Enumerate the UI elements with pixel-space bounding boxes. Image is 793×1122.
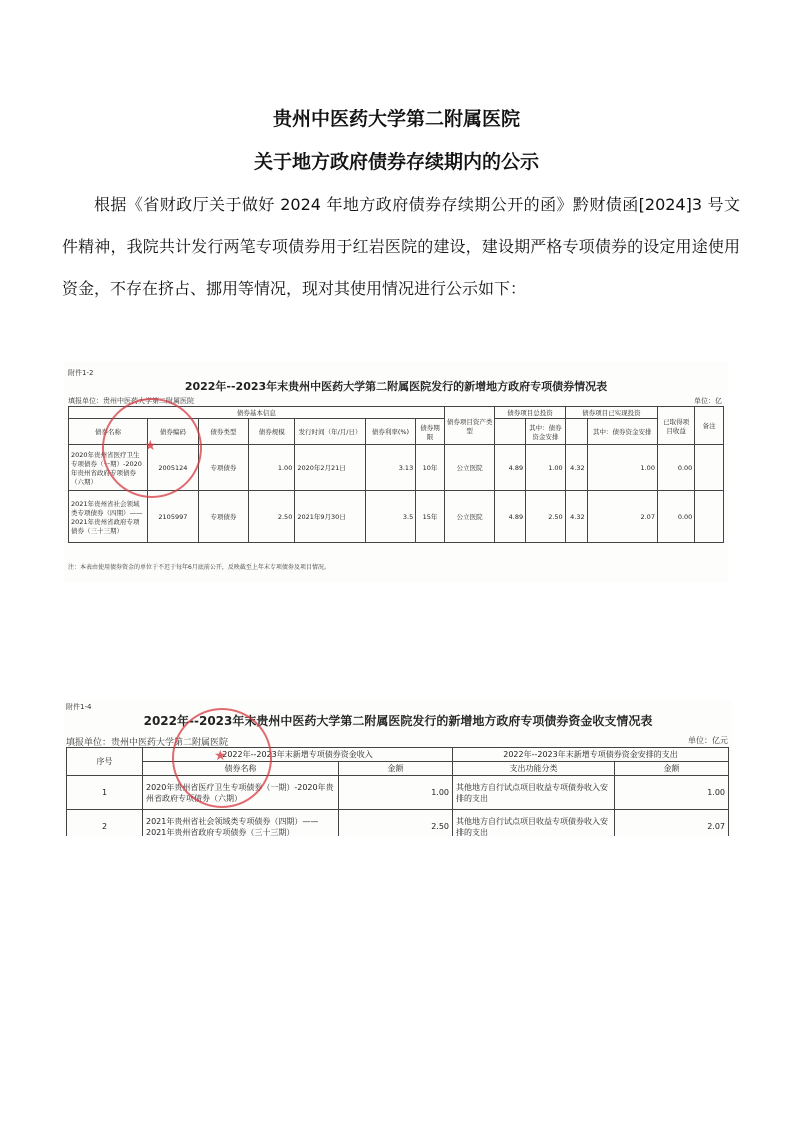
header-seq: 序号 <box>67 748 143 776</box>
cell-expense: 1.00 <box>615 776 729 810</box>
table2-unit: 单位：亿元 <box>688 736 728 745</box>
cell-total: 4.89 <box>495 491 526 543</box>
table1-title: 2022年--2023年末贵州中医药大学第二附属医院发行的新增地方政府专项债券情况表 <box>184 380 608 393</box>
cell-scale: 1.00 <box>249 445 295 491</box>
table1-filler: 填报单位：贵州中医药大学第二附属医院 <box>68 397 194 405</box>
header-income-group: 2022年--2023年末新增专项债券资金收入 <box>143 748 453 762</box>
cell-remark <box>695 445 724 491</box>
header-realized-sub: 其中：债券资金安排 <box>587 419 657 445</box>
cell-class: 其他地方自行试点项目收益专项债券收入安排的支出 <box>453 810 615 837</box>
cell-remark <box>695 491 724 543</box>
table2-filler: 填报单位：贵州中医药大学第二附属医院 <box>66 738 229 748</box>
cell-total-bond: 1.00 <box>526 445 566 491</box>
cell-date: 2020年2月21日 <box>295 445 365 491</box>
header-realized-investment: 债券项目已实现投资 <box>565 407 657 419</box>
cell-realized: 4.32 <box>565 445 587 491</box>
cell-seq: 2 <box>67 810 143 837</box>
cell-repaid: 0.00 <box>657 445 694 491</box>
seal-star-icon: ★ <box>144 438 157 454</box>
table-row <box>69 445 724 491</box>
cell-type: 专项债券 <box>198 445 249 491</box>
cell-asset: 公立医院 <box>444 491 495 543</box>
header-term: 债券期限 <box>416 419 445 445</box>
header-bond-name: 债券名称 <box>69 419 148 445</box>
cell-seq: 1 <box>67 776 143 810</box>
cell-name: 2021年贵州省社会领域类专项债券（四期）——2021年贵州省政府专项债券（三十三期） <box>143 810 339 837</box>
document-subtitle: 关于地方政府债券存续期内的公示 <box>253 151 539 173</box>
body-paragraph: 根据《省财政厅关于做好 2024 年地方政府债券存续期公开的函》黔财债函[2024]3 号文件精神，我院共计发行两笔专项债券用于红岩医院的建设，建设期严格专项债券的设定用途使用资金，不存在挤占、挪用等情况，现对其使用情况进行公示如下： <box>62 195 740 298</box>
header-total-sub: 其中：债券资金安排 <box>526 419 566 445</box>
cell-name: 2021年贵州省社会领域类专项债券（四期）——2021年贵州省政府专项债券（三十三期） <box>69 491 148 543</box>
table2-tag: 附件1-4 <box>66 703 92 711</box>
table-row <box>67 810 729 837</box>
document-title: 贵州中医药大学第二附属医院 <box>272 108 520 130</box>
header-expense-class: 支出功能分类 <box>453 762 615 776</box>
cell-rate: 3.5 <box>365 491 416 543</box>
cell-scale: 2.50 <box>249 491 295 543</box>
header-remark: 备注 <box>695 407 724 445</box>
cell-code: 2005124 <box>148 445 199 491</box>
table-row <box>69 491 724 543</box>
cell-amount: 2.50 <box>339 810 453 837</box>
cell-rate: 3.13 <box>365 445 416 491</box>
cell-realized-bond: 2.07 <box>587 491 657 543</box>
header-income-name: 债券名称 <box>143 762 339 776</box>
table1-tag: 附件1-2 <box>68 369 94 377</box>
header-asset-type: 债券项目资产类型 <box>444 407 495 445</box>
scanned-table-2 <box>64 700 732 836</box>
cell-type: 专项债券 <box>198 491 249 543</box>
cell-class: 其他地方自行试点项目收益专项债券收入安排的支出 <box>453 776 615 810</box>
cell-expense: 2.07 <box>615 810 729 837</box>
scanned-table-1 <box>64 362 728 582</box>
cell-name: 2020年贵州省医疗卫生专项债券（一期）-2020年贵州省政府专项债券（六期） <box>143 776 339 810</box>
cell-realized-bond: 1.00 <box>587 445 657 491</box>
header-basic-info: 债券基本信息 <box>69 407 445 419</box>
header-income-amount: 金额 <box>339 762 453 776</box>
header-expense-group: 2022年--2023年末新增专项债券资金安排的支出 <box>453 748 729 762</box>
table1-note: 注：本表由使用债券资金的单位于不迟于每年6月底前公开，反映截至上年末专项债券及项目情况。 <box>68 564 330 571</box>
cell-term: 10年 <box>416 445 445 491</box>
header-expense-amount: 金额 <box>615 762 729 776</box>
bond-fund-table <box>66 747 729 836</box>
header-realized-blank <box>565 419 587 445</box>
table1-unit: 单位：亿 <box>694 397 722 405</box>
table2-title: 2022年--2023年末贵州中医药大学第二附属医院发行的新增地方政府专项债券资金收支情况表 <box>143 714 653 728</box>
cell-total: 4.89 <box>495 445 526 491</box>
header-bond-scale: 债券规模 <box>249 419 295 445</box>
table-row <box>67 776 729 810</box>
cell-code: 2105997 <box>148 491 199 543</box>
cell-term: 15年 <box>416 491 445 543</box>
cell-total-bond: 2.50 <box>526 491 566 543</box>
cell-asset: 公立医院 <box>444 445 495 491</box>
header-rate: 债券利率(%) <box>365 419 416 445</box>
header-bond-code: 债券编码 <box>148 419 199 445</box>
cell-date: 2021年9月30日 <box>295 491 365 543</box>
header-total-blank <box>495 419 526 445</box>
header-bond-type: 债券类型 <box>198 419 249 445</box>
cell-realized: 4.32 <box>565 491 587 543</box>
header-repaid: 已取得项目收益 <box>657 407 694 445</box>
header-issue-date: 发行时间（年/月/日） <box>295 419 365 445</box>
cell-name: 2020年贵州省医疗卫生专项债券（一期）-2020年贵州省政府专项债券（六期） <box>69 445 148 491</box>
cell-amount: 1.00 <box>339 776 453 810</box>
header-total-investment: 债券项目总投资 <box>495 407 565 419</box>
cell-repaid: 0.00 <box>657 491 694 543</box>
seal-star-icon: ★ <box>214 748 227 764</box>
bond-info-table <box>68 406 724 543</box>
